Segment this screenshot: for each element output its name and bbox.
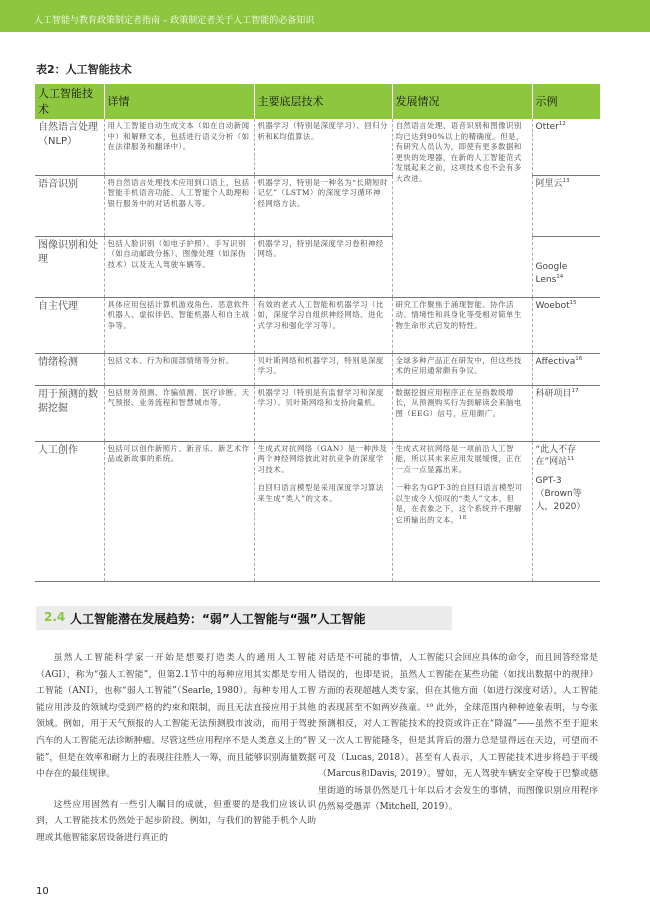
development-gpt3: 一种名为GPT-3的自回归语言模型可以生成令人惊叹的“类人”文本，但是，在表象之下，这个系统并不理解它所输出的文本。$^{18}$: [395, 483, 523, 525]
core-tech-cell: 贝叶斯网络和机器学习，特别是深度学习。: [254, 353, 392, 385]
table-row: [35, 297, 600, 353]
example-name: Affectiva: [535, 356, 576, 367]
table-header-row: [35, 84, 600, 119]
development-footnote: 18: [458, 514, 467, 521]
example-name: Woebot: [535, 300, 570, 311]
core-tech-cell: 机器学习，特别是深度学习卷积神经网络。: [254, 236, 392, 297]
details-cell: 包括文本、行为和面部情绪等分析。: [104, 353, 254, 385]
technology-cell: 人工创作: [35, 441, 104, 581]
technology-cell: 自主代理: [35, 297, 104, 353]
example-footnote: 13: [562, 177, 570, 184]
core-tech-cell: 机器学习（特别是深度学习）、回归分析和K均值算法。: [254, 119, 392, 175]
example-footnote: 16: [575, 355, 583, 362]
development-cell: 研究工作聚焦于涌现智能、协作活动、情境性和具身化等受相对简单生物生命形式启发的特性。: [392, 297, 532, 353]
development-cell: 自然语言处理、语音识别和图像识别均已达到90%以上的精确度。但是，有研究人员认为，即使有更多数据和更快的处理器，在新的人工智能范式发展起来之前，这项技术也不会有多大改进。: [392, 119, 532, 297]
details-cell: 包括人脸识别（如电子护照）、手写识别（如自动邮政分拣）、图像处理（如深伪技术）以及无人驾驶车辆等。: [104, 236, 254, 297]
core-tech-cell: 机器学习（特别是有监督学习和深度学习）、贝叶斯网络和支持向量机。: [254, 385, 392, 441]
example-footnote: 15: [569, 299, 577, 306]
header-example: 示例: [532, 84, 600, 119]
body-paragraph: 这些应用固然有一些引人瞩目的成就，但重要的是我们应该认识到，人工智能技术仍然处于起步阶段。例如，与我们的智能手机个人助理或其他智能家居设备进行真正的: [36, 799, 316, 843]
example-cell: [532, 119, 600, 175]
section-title: 人工智能潜在发展趋势：“弱”人工智能与“强”人工智能: [70, 612, 366, 626]
header-core-tech: 主要底层技术: [254, 84, 392, 119]
example-footnote: 17: [571, 387, 579, 394]
header-technology: 人工智能技术: [35, 84, 104, 119]
table-row: [35, 353, 600, 385]
header-details: 详情: [104, 84, 254, 119]
table-row: [35, 385, 600, 441]
development-cell: 全球多种产品正在研发中，但这些技术的应用通常颇有争议。: [392, 353, 532, 385]
body-column-left: [36, 650, 316, 847]
technology-cell: 语音识别: [35, 175, 104, 236]
section-heading: [36, 606, 452, 630]
example-cell: [532, 441, 600, 581]
technology-cell: 情绪检测: [35, 353, 104, 385]
example-cell: [532, 385, 600, 441]
running-head: 人工智能与教育政策制定者指南 – 政策制定者关于人工智能的必备知识: [0, 0, 650, 32]
core-tech-cell: [254, 441, 392, 581]
example-cell: [532, 175, 600, 236]
body-paragraph: 虽然人工智能科学家一开始是想要打造类人的通用人工智能（AGI），称为“强人工智能”，但第2.1节中的每种应用其实都是专用人工智能（ANI），也称“弱人工智能”（Searle, 1980）。每种专用人工智能应用涉及的领域均受到严格的约束和限制，而且无法直接应用于其他领域。例如，用于天气预报的人工智能无法预测股市波动，而用于驾驶汽车的人工智能无法诊断肿瘤。尽管这些应用程序不是人类意义上的“智能”，但是在效率和耐力上的表现往往胜人一筹，而且能够识别海量数据中存在的最佳规律。: [36, 653, 316, 780]
example-footnote: 11: [567, 456, 575, 463]
section-number: 2.4: [44, 610, 66, 624]
example-cell: [532, 297, 600, 353]
example-cell: [532, 353, 600, 385]
example-name: Otter: [535, 122, 559, 133]
table-row: [35, 119, 600, 175]
example-footnote: 12: [558, 121, 566, 128]
details-cell: 用人工智能自动生成文本（如在自动新闻中）和解释文本，包括进行语义分析（如在法律服务和翻译中）。: [104, 119, 254, 175]
example-name: 阿里云: [535, 178, 563, 189]
example-name: Google Lens: [535, 262, 568, 285]
core-tech-cell: 有效的老式人工智能和机器学习（比如，深度学习自组织神经网络、进化式学习和强化学习等）。: [254, 297, 392, 353]
core-tech-gan: 生成式对抗网络（GAN）是一种涉及两个神经网络彼此对抗竞争的深度学习技术。: [257, 443, 388, 474]
core-tech-cell: 机器学习，特别是一种名为“长期短时记忆”（LSTM）的深度学习循环神经网络方法。: [254, 175, 392, 236]
table-row: [35, 441, 600, 581]
body-paragraph: 对话是不可能的事情，人工智能只会回应具体的命令，而且回答经常是错误的，也即是说，虽然人工智能在某些功能（如找出数据中的规律）方面的表现超越人类专家，但在其他方面（如进行深度对话），人工智能的表现甚至不如两岁孩童。¹⁹ 此外，全球范围内种种迹象表明，与夸张预测相反，对人工智能技术的投资或许正在“降温”——虽然不至于迎来又一次人工智能隆冬，但是其背后的潜力总是显得远在天边，可望而不可及（Lucas, 2018）。甚至有人表示，人工智能技术进步将趋于平缓（Marcus和Davis, 2019）。譬如，无人驾驶车辆安全穿梭于巴黎或德里街道的场景仍然是几十年以后才会发生的事情，而图像识别应用程序仍然易受愚弄（Mitchell, 2019）。: [318, 653, 598, 813]
page-number: 10: [36, 886, 49, 897]
technology-cell: 用于预测的数据挖掘: [35, 385, 104, 441]
table-caption: 表2：人工智能技术: [36, 63, 132, 76]
technology-cell: 自然语言处理（NLP）: [35, 119, 104, 175]
development-cell: 数据挖掘应用程序正在呈指数级增长，从预测购买行为到解读会来脑电图（EEG）信号，应用颇广。: [392, 385, 532, 441]
example-footnote: 14: [556, 273, 564, 280]
details-cell: 具体应用包括计算机游戏角色、恶意软件机器人、虚拟伴侣、智能机器人和自主战争等。: [104, 297, 254, 353]
development-gan: 生成式对抗网络是一项前沿人工智能，所以其未来应用发展缓慢，正在一点一点显露出来。: [395, 443, 522, 474]
example-name: 科研项目: [535, 388, 572, 399]
body-column-right: [318, 650, 598, 816]
core-tech-autoregressive: 自回归语言模型是采用深度学习算法来生成“类人”的文本。: [257, 483, 384, 503]
example-name: “此人不存在”网站$^{11}$: [535, 444, 577, 468]
ai-technology-table: [35, 84, 601, 582]
details-cell: 包括可以创作新照片、新音乐、新艺术作品或新故事的系统。: [104, 441, 254, 581]
example-name-gpt3: GPT-3（Brown等人，2020）: [535, 476, 586, 512]
technology-cell: 图像识别和处理: [35, 236, 104, 297]
details-cell: 包括财务预测、诈骗侦测、医疗诊断、天气预报、业务流程和智慧城市等。: [104, 385, 254, 441]
development-cell: [392, 441, 532, 581]
example-cell: [532, 236, 600, 297]
details-cell: 将自然语言处理技术应用到口语上，包括智能手机语音功能、人工智能个人助理和银行服务中的对话机器人等。: [104, 175, 254, 236]
header-development: 发展情况: [392, 84, 532, 119]
